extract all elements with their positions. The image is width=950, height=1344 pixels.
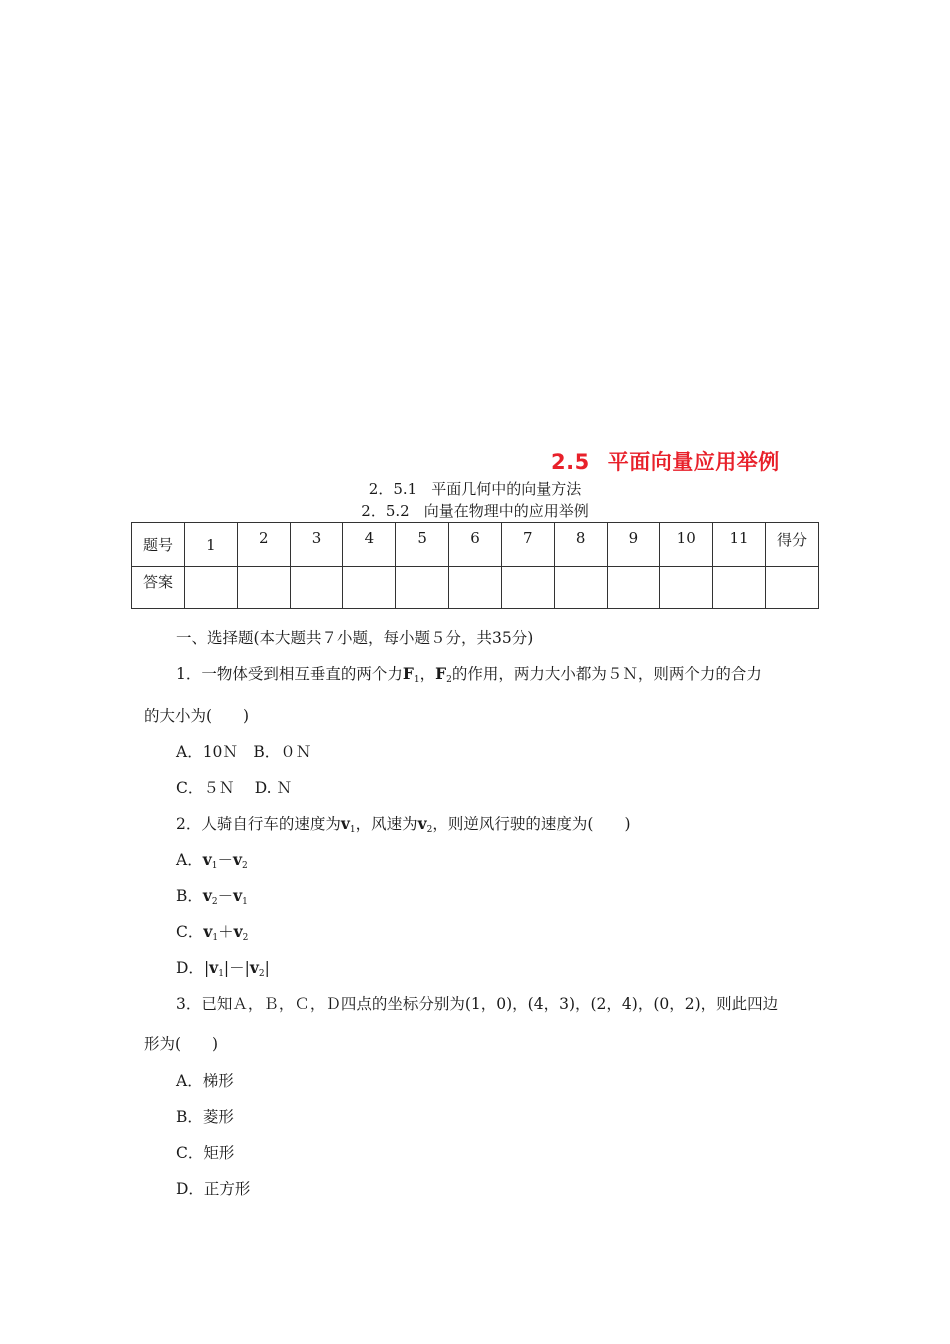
question-1-options-ab: A．10Ｎ B．０Ｎ bbox=[176, 743, 312, 761]
subtitle-2-text: 向量在物理中的应用举例 bbox=[423, 502, 589, 520]
v1-symbol: v bbox=[340, 814, 350, 833]
option-label: A． bbox=[176, 851, 203, 869]
header-cell-8: 8 bbox=[554, 523, 607, 567]
v-symbol: v bbox=[202, 850, 212, 869]
answer-cell[interactable] bbox=[290, 567, 343, 609]
question-1-line-1 bbox=[176, 664, 762, 687]
abs-bar: | bbox=[264, 959, 270, 977]
answer-cell[interactable] bbox=[660, 567, 713, 609]
question-3-line-2: 形为( ) bbox=[144, 1035, 219, 1053]
subtitle-1-number: 2．5.1 bbox=[368, 480, 418, 498]
score-table-answer-row bbox=[132, 567, 819, 609]
question-3-line-1: 3．已知Ａ，Ｂ，Ｃ，Ｄ四点的坐标分别为(1，0)，(4，3)，(2，4)，(0，2)，则此四边 bbox=[176, 995, 779, 1013]
header-cell-7: 7 bbox=[501, 523, 554, 567]
question-2-option-c bbox=[176, 922, 248, 945]
header-cell-3: 3 bbox=[290, 523, 343, 567]
q1-separator: ， bbox=[419, 665, 436, 683]
v-symbol: v bbox=[233, 922, 243, 941]
answer-cell[interactable] bbox=[343, 567, 396, 609]
subscript: 1 bbox=[218, 969, 224, 979]
subscript: 2 bbox=[258, 969, 265, 979]
question-3-option-d: D．正方形 bbox=[176, 1180, 251, 1198]
f1-subscript: 1 bbox=[413, 675, 420, 685]
question-2-option-d bbox=[176, 958, 270, 981]
q2-text-a: 2．人骑自行车的速度为 bbox=[176, 815, 341, 833]
subscript: 2 bbox=[241, 861, 248, 871]
v-symbol: v bbox=[203, 922, 213, 941]
header-cell-5: 5 bbox=[396, 523, 449, 567]
answer-cell[interactable] bbox=[396, 567, 449, 609]
header-cell-11: 11 bbox=[713, 523, 766, 567]
answer-cell[interactable] bbox=[607, 567, 660, 609]
v1-subscript: 1 bbox=[349, 825, 356, 835]
subtitle-2-number: 2．5.2 bbox=[361, 502, 410, 520]
plus-sign: ＋ bbox=[218, 923, 234, 941]
v-symbol: v bbox=[202, 886, 212, 905]
question-1-line-2: 的大小为( ) bbox=[144, 707, 250, 725]
title-text: 平面向量应用举例 bbox=[607, 450, 780, 474]
subscript: 2 bbox=[211, 897, 218, 907]
q1-text-b: 的作用，两力大小都为５Ｎ，则两个力的合力 bbox=[451, 665, 762, 683]
page-title bbox=[551, 446, 780, 476]
question-2-option-a bbox=[176, 850, 248, 873]
answer-cell[interactable] bbox=[185, 567, 238, 609]
title-number: 2.5 bbox=[551, 450, 590, 474]
answer-cell[interactable] bbox=[766, 567, 819, 609]
minus-sign: － bbox=[229, 959, 245, 977]
option-label: C． bbox=[176, 923, 204, 941]
minus-sign: － bbox=[217, 887, 234, 905]
score-table bbox=[131, 522, 819, 609]
header-cell-score: 得分 bbox=[766, 523, 819, 567]
question-3-option-c: C．矩形 bbox=[176, 1144, 235, 1162]
answer-cell[interactable] bbox=[449, 567, 502, 609]
subtitle-1-text: 平面几何中的向量方法 bbox=[431, 480, 582, 498]
v-symbol: v bbox=[209, 958, 219, 977]
option-label: B． bbox=[176, 887, 203, 905]
header-cell-1: 1 bbox=[185, 523, 238, 567]
subscript: 1 bbox=[212, 933, 219, 943]
question-2-option-b bbox=[176, 886, 248, 909]
answer-cell[interactable] bbox=[237, 567, 290, 609]
q2-text-b: ，风速为 bbox=[355, 815, 418, 833]
abs-bar: | bbox=[203, 959, 210, 977]
score-table-header-row bbox=[132, 523, 819, 567]
header-cell-4: 4 bbox=[343, 523, 396, 567]
answer-label-cell: 答案 bbox=[132, 567, 185, 609]
v-symbol: v bbox=[233, 886, 243, 905]
subtitle-1 bbox=[0, 478, 950, 499]
v-symbol: v bbox=[249, 958, 259, 977]
header-cell-6: 6 bbox=[449, 523, 502, 567]
abs-bar: | bbox=[223, 959, 230, 977]
q2-text-c: ，则逆风行驶的速度为( ) bbox=[432, 815, 631, 833]
minus-sign: － bbox=[217, 851, 233, 869]
f1-symbol: F bbox=[402, 664, 414, 683]
section-heading: 一、选择题(本大题共７小题，每小题５分，共35分) bbox=[176, 629, 534, 647]
answer-cell[interactable] bbox=[501, 567, 554, 609]
v-symbol: v bbox=[232, 850, 242, 869]
abs-bar: | bbox=[244, 959, 250, 977]
subscript: 1 bbox=[242, 897, 248, 907]
question-3-option-b: B．菱形 bbox=[176, 1108, 234, 1126]
header-cell-question-no: 题号 bbox=[132, 523, 185, 567]
f2-symbol: F bbox=[435, 664, 447, 683]
f2-subscript: 2 bbox=[446, 675, 452, 685]
option-label: D． bbox=[176, 959, 204, 977]
answer-cell[interactable] bbox=[554, 567, 607, 609]
v2-subscript: 2 bbox=[426, 825, 433, 835]
header-cell-2: 2 bbox=[237, 523, 290, 567]
header-cell-10: 10 bbox=[660, 523, 713, 567]
answer-cell[interactable] bbox=[713, 567, 766, 609]
question-1-options-cd: C．５Ｎ D. Ｎ bbox=[176, 779, 293, 797]
subscript: 1 bbox=[211, 861, 218, 871]
v2-symbol: v bbox=[417, 814, 427, 833]
question-2-stem bbox=[176, 814, 631, 837]
subscript: 2 bbox=[242, 933, 249, 943]
question-3-option-a: A．梯形 bbox=[176, 1072, 234, 1090]
q1-text-a: 1．一物体受到相互垂直的两个力 bbox=[176, 665, 403, 683]
header-cell-9: 9 bbox=[607, 523, 660, 567]
subtitle-2 bbox=[0, 500, 950, 521]
